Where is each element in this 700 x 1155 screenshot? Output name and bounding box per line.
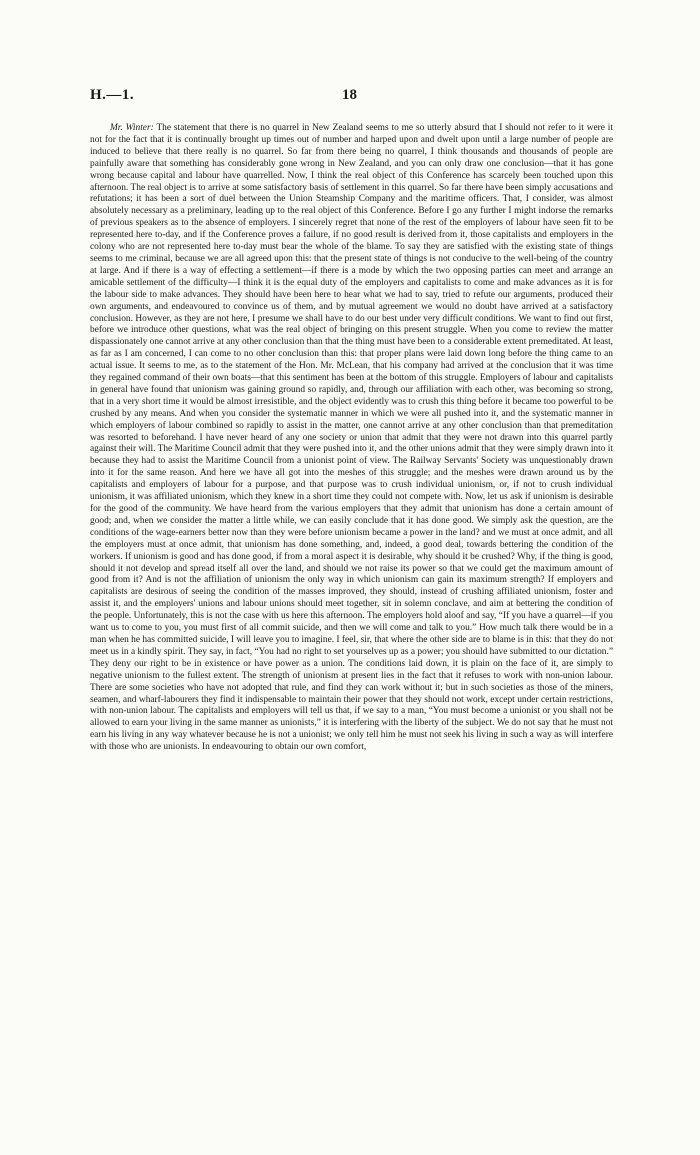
document-reference: H.—1. [90,87,135,103]
page-header [90,87,612,109]
speech-paragraph [90,123,613,754]
paragraph-text: The statement that there is no quarrel in New Zealand seems to me so utterly absurd that I should not refer to it were it not for the fact that it is continually brought up times out of number and harped upon and dwelt upon until a large number of people are induced to believe that there really is no quarrel. So far from there being no quarrel, I think thousands and thousands of people are painfully aware that something has considerably gone wrong in New Zealand, and you can only draw one conclusion—that it has gone wrong because capital and labour have quarrelled. Now, I think the real object of this Conference has scarcely been touched upon this afternoon. The real object is to arrive at some satisfactory basis of settlement in this quarrel. So far there have been simply accusations and refutations; it has been a sort of duel between the Union Steamship Company and the maritime officers. That, I consider, was almost absolutely necessary as a preliminary, leading up to the real object of this Conference. Before I go any further I might indorse the remarks of previous speakers as to the absence of employers. I sincerely regret that none of the rest of the employers of labour have seen fit to be represented here to-day, and if the Conference proves a failure, if no good result is derived from it, those capitalists and employers in the colony who are not represented here to-day must bear the whole of the blame. To say they are satisfied with the existing state of things seems to me criminal, because we are all agreed upon this: that the present state of things is not conducive to the well-being of the country at large. And if there is a way of effecting a settlement—if there is a mode by which the two opposing parties can meet and arrange an amicable settlement of the difficulty—I think it is the equal duty of the employers and capitalists to come and make advances as it is for the labour side to make advances. They should have been here to hear what we had to say, tried to refute our arguments, produced their own arguments, and endeavoured to convince us of them, and by mutual agreement we would no doubt have arrived at a satisfactory conclusion. However, as they are not here, I presume we shall have to do our best under very difficult conditions. We want to find out first, before we introduce other questions, what was the real object of bringing on this present struggle. When you come to review the matter dispassionately one cannot arrive at any other conclusion than that the thing must have been to a considerable extent premeditated. At least, as far as I am concerned, I can come to no other conclusion than this: that proper plans were laid down long before the thing came to an actual issue. It seems to me, as to the statement of the Hon. Mr. McLean, that his company had arrived at the conclusion that it was time they regained command of their own boats—that this sentiment has been at the bottom of this struggle. Employers of labour and capitalists in general have found that unionism was gaining ground so rapidly, and, through our affiliation with each other, was becoming so strong, that in a very short time it would be almost irresistible, and the object evidently was to crush this thing before it became too powerful to be crushed by any means. And when you consider the systematic manner in which we were all pushed into it, and the systematic manner in which employers of labour combined so rapidly to assist in the matter, one cannot arrive at any other conclusion than that premeditation was resorted to beforehand. I have never heard of any one society or union that admit that they were not drawn into this quarrel partly against their will. The Maritime Council admit that they were pushed into it, and the other unions admit that they were simply drawn into it because they had to assist the Maritime Council from a unionist point of view. The Railway Servants' Society was unquestionably drawn into it for the same reason. And here we have all got into the meshes of this struggle; and the meshes were drawn around us by the capitalists and employers of labour for a purpose, and that purpose was to crush individual unionism, or, if not to crush individual unionism, it was affiliated unionism, which they knew in a short time they could not compete with. Now, let us ask if unionism is desirable for the good of the community. We have heard from the various employers that they admit that unionism has done a certain amount of good; and, when we consider the matter a little while, we can easily conclude that it has done good. We simply ask the question, are the conditions of the wage-earners better now than they were before unionism became a power in the land? and we must at once admit, and all the employers must at once admit, that unionism has done something, and, indeed, a good deal, towards bettering the condition of the workers. If unionism is good and has done good, if from a moral aspect it is desirable, why should it be crushed? Why, if the thing is good, should it not develop and spread itself all over the land, and should we not raise its power so that we could get the maximum amount of good from it? And is not the affiliation of unionism the only way in which unionism can gain its maximum strength? If employers and capitalists are desirous of seeing the condition of the masses improved, they should, instead of crushing affiliated unionism, foster and assist it, and the employers' unions and labour unions should meet together, sit in solemn conclave, and aim at bettering the condition of the people. Unfortunately, this is not the case with us here this afternoon. The employers hold aloof and say, “If you have a quarrel—if you want us to come to you, you must first of all commit suicide, and then we will come and talk to you.” How much talk there would be in a man when he has committed suicide, I will leave you to imagine. I feel, sir, that where the other side are to blame is in this: that they do not meet us in a kindly spirit. They say, in fact, “You had no right to set yourselves up as a power; you should have submitted to our dictation.” They deny our right to be in existence or have power as a union. The conditions laid down, it is plain on the face of it, are simply to negative unionism to the fullest extent. The strength of unionism at present lies in the fact that it refuses to work with non-union labour. There are some societies who have not adopted that rule, and find they can work without it; but in such societies as those of the miners, seamen, and wharf-labourers they find it indispensable to maintain their power that they should not work, except under certain restrictions, with non-union labour. The capitalists and employers will tell us that, if we say to a man, “You must become a unionist or you shall not be allowed to earn your living in the same manner as unionists,” it is interfering with the liberty of the subject. We do not say that he must not earn his living in any way whatever because he is not a unionist; we only tell him he must not seek his living in such a way as will interfere with those who are unionists. In endeavouring to obtain our own comfort, [90,123,614,753]
page-number: 18 [342,87,357,103]
speaker-name: Mr. Winter: [110,123,154,133]
